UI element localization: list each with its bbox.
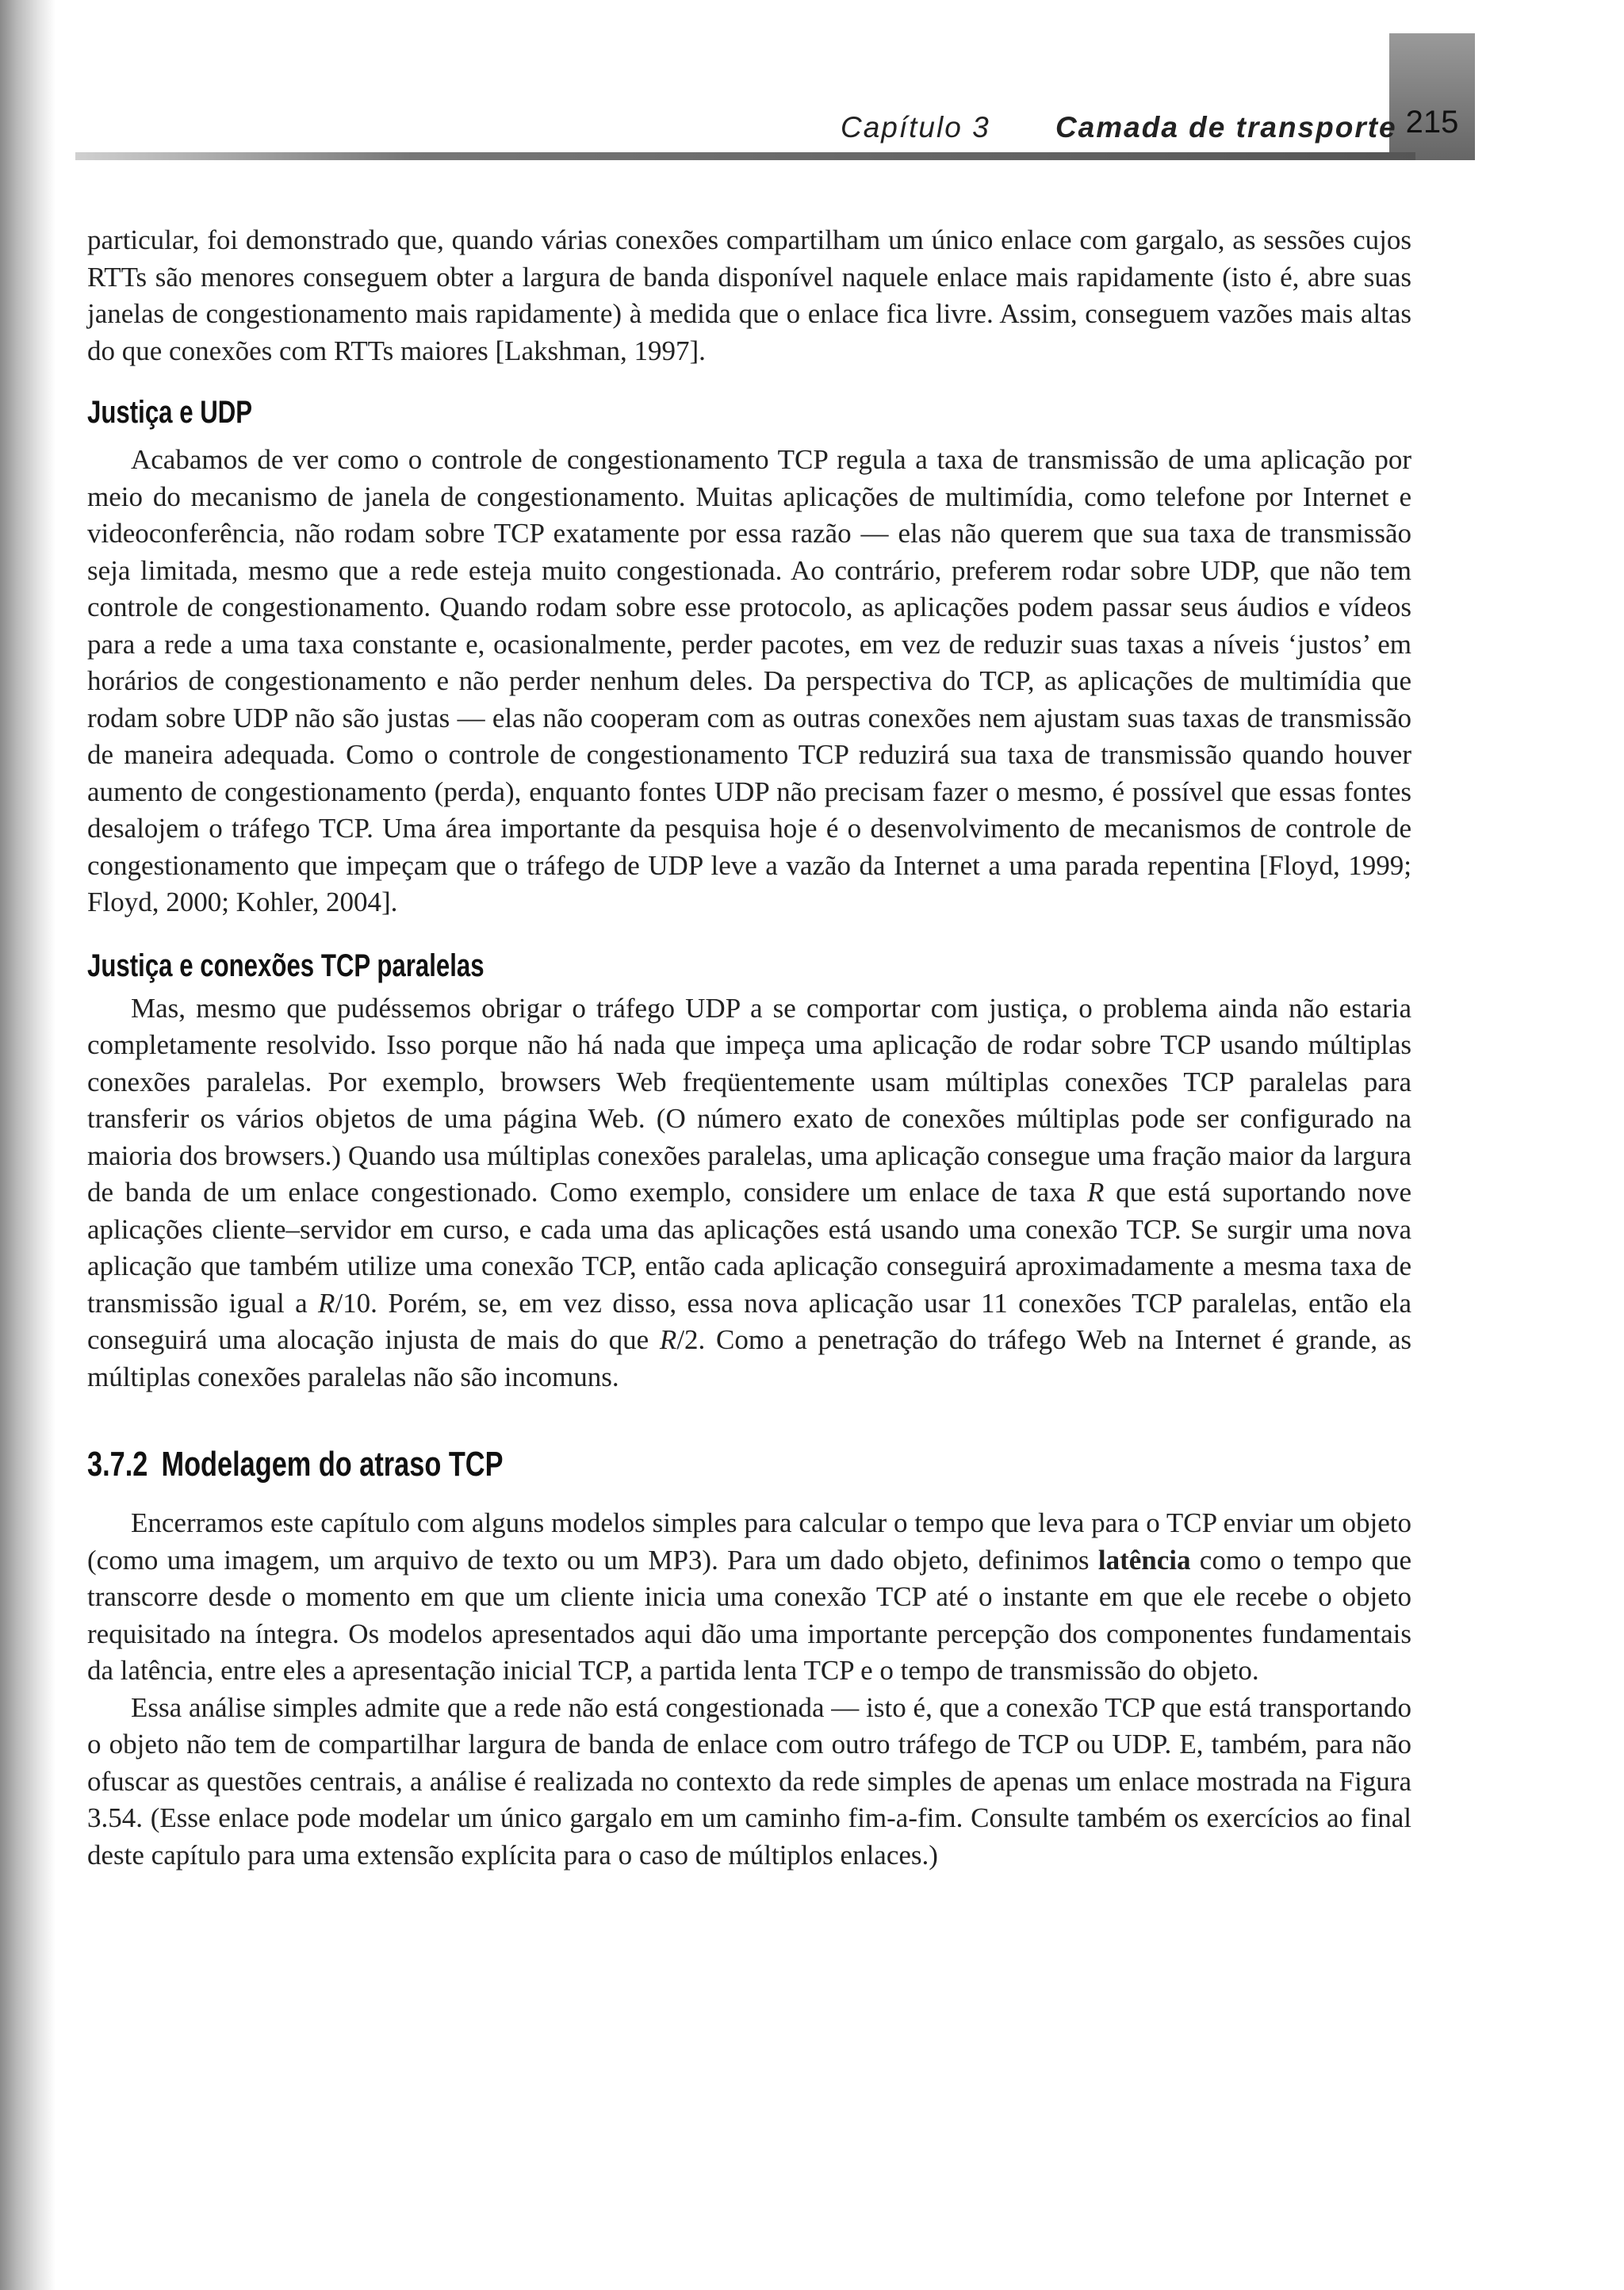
page-number: 215 bbox=[1405, 105, 1459, 140]
paragraph-continuation: particular, foi demonstrado que, quando várias conexões compartilham um único enlace com gargalo, as sessões cujos RTTs são menores conseguem obter a largura de banda disponível naquele enlace mais rapidamente (isto é, abre suas janelas de congestionamento mais rapidamente) à medida que o enlace fica livre. Assim, conseguem vazões mais altas do que conexões com RTTs maiores [Lakshman, 1997]. bbox=[87, 224, 1411, 366]
text-run: como o tempo que transcorre desde o momento em que um cliente inicia uma conexão TCP até o instante em que ele recebe o objeto requisitado na íntegra. Os modelos apresentados aqui dão uma importante percepção dos componentes fundamentais da latência, entre eles a apresentação inicial TCP, a partida lenta TCP e o tempo de transmissão do objeto. bbox=[87, 1544, 1411, 1686]
page-body bbox=[87, 222, 1411, 1874]
heading-justica-tcp-paralelas: Justiça e conexões TCP paralelas bbox=[87, 948, 485, 983]
text-run: Mas, mesmo que pudéssemos obrigar o tráfego UDP a se comportar com justiça, o problema ainda não estaria completamente resolvido. Isso porque não há nada que impeça uma aplicação de rodar sobre TCP usando múltiplas conexões paralelas. Por exemplo, browsers Web freqüentemente usam múltiplas conexões TCP paralelas para transferir os vários objetos de uma página Web. (O número exato de conexões múltiplas pode ser configurado na maioria dos browsers.) Quando usa múltiplas conexões paralelas, uma aplicação consegue uma fração maior da largura de banda de um enlace congestionado. Como exemplo, considere um enlace de taxa bbox=[87, 992, 1411, 1208]
paragraph-justica-tcp bbox=[87, 990, 1411, 1396]
text-run: que está suportando nove aplicações cliente–servidor em curso, e cada uma das aplicações está usando uma conexão TCP. Se surgir uma nova aplicação que também utilize uma conexão TCP, então cada aplicação conseguirá aproximadamente a mesma taxa de transmissão igual a bbox=[87, 1177, 1411, 1319]
section-title: Modelagem do atraso TCP bbox=[161, 1445, 504, 1484]
page-gutter-shadow bbox=[0, 0, 56, 2290]
defined-term: latência bbox=[1097, 1544, 1191, 1576]
text-run: Encerramos este capítulo com alguns modelos simples para calcular o tempo que leva para o TCP enviar um objeto (como uma imagem, um arquivo de texto ou um MP3). Para um dado objeto, definimos bbox=[87, 1507, 1411, 1576]
paragraph-modelagem-assumptions: Essa análise simples admite que a rede não está congestionada — isto é, que a conexão TCP que está transportando o objeto não tem de compartilhar largura de banda de enlace com outro tráfego de TCP ou UDP. E, também, para não ofuscar as questões centrais, a análise é realizada no contexto da rede simples de apenas um enlace mostrada na Figura 3.54. (Esse enlace pode modelar um único gargalo em um caminho fim-a-fim. Consulte também os exercícios ao final deste capítulo para uma extensão explícita para o caso de múltiplos enlaces.) bbox=[87, 1691, 1411, 1871]
rate-variable: R bbox=[659, 1324, 677, 1355]
chapter-label: Capítulo 3 bbox=[841, 111, 990, 144]
rate-variable: R bbox=[318, 1287, 335, 1319]
text-run: /2. Como a penetração do tráfego Web na Internet é grande, as múltiplas conexões paralelas não são incomuns. bbox=[87, 1324, 1411, 1392]
text-run: /10. Porém, se, em vez disso, essa nova aplicação usar 11 conexões TCP paralelas, então ela conseguirá uma alocação injusta de mais do que bbox=[87, 1287, 1411, 1355]
rate-variable: R bbox=[1087, 1177, 1105, 1208]
running-header bbox=[841, 111, 1397, 144]
heading-justica-udp: Justiça e UDP bbox=[87, 395, 253, 430]
section-number: 3.7.2 bbox=[87, 1445, 148, 1484]
page-number-tab bbox=[1389, 33, 1475, 160]
section-label: Camada de transporte bbox=[1055, 111, 1397, 144]
paragraph-modelagem-intro bbox=[87, 1505, 1411, 1690]
section-heading bbox=[87, 1445, 1120, 1484]
header-rule bbox=[75, 152, 1415, 160]
paragraph-justica-udp: Acabamos de ver como o controle de congestionamento TCP regula a taxa de transmissão de uma aplicação por meio do mecanismo de janela de congestionamento. Muitas aplicações de multimídia, como telefone por Internet e videoconferência, não rodam sobre TCP exatamente por essa razão — elas não querem que sua taxa de transmissão seja limitada, mesmo que a rede esteja muito congestionada. Ao contrário, preferem rodar sobre UDP, que não tem controle de congestionamento. Quando rodam sobre esse protocolo, as aplicações podem passar seus áudios e vídeos para a rede a uma taxa constante e, ocasionalmente, perder pacotes, em vez de reduzir suas taxas a níveis ‘justos’ em horários de congestionamento e não perder nenhum deles. Da perspectiva do TCP, as aplicações de multimídia que rodam sobre UDP não são justas — elas não cooperam com as outras conexões nem ajustam suas taxas de transmissão de maneira adequada. Como o controle de congestionamento TCP reduzirá sua taxa de transmissão quando houver aumento de congestionamento (perda), enquanto fontes UDP não precisam fazer o mesmo, é possível que essas fontes desalojem o tráfego TCP. Uma área importante da pesquisa hoje é o desenvolvimento de mecanismos de controle de congestionamento que impeçam que o tráfego de UDP leve a vazão da Internet a uma parada repentina [Floyd, 1999; Floyd, 2000; Kohler, 2004]. bbox=[87, 444, 1411, 917]
